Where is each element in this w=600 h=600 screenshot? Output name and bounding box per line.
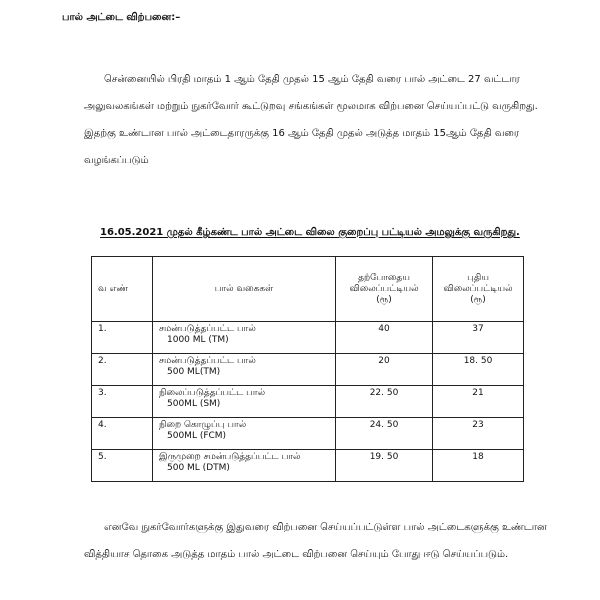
price-table <box>91 256 524 482</box>
row-new-price: 21 <box>433 386 524 418</box>
row-serial: 1. <box>92 322 153 354</box>
closing-paragraph-text: எனவே நுகர்வோர்களுக்கு இதுவரை விற்பனை செய்யப்பட்டுள்ள பால் அட்டைகளுக்கு உண்டான வித்தியாச தொகை அடுத்த மாதம் பால் அட்டை விற்பனை செய்யும் போது ஈடு செய்யப்படும். <box>84 522 547 560</box>
table-row <box>92 386 524 418</box>
row-serial: 4. <box>92 418 153 450</box>
milk-size: 500 ML (DTM) <box>167 463 230 473</box>
milk-size: 500ML (FCM) <box>167 431 227 441</box>
row-new-price: 18 <box>433 450 524 482</box>
closing-paragraph <box>84 514 554 568</box>
milk-size: 500 ML(TM) <box>167 367 221 377</box>
row-milk-type <box>153 354 336 386</box>
header-serial: வ எண் <box>92 257 153 322</box>
row-current-price: 20 <box>336 354 433 386</box>
milk-size: 1000 ML (TM) <box>167 335 229 345</box>
row-milk-type <box>153 322 336 354</box>
row-new-price: 37 <box>433 322 524 354</box>
row-new-price: 18. 50 <box>433 354 524 386</box>
row-serial: 2. <box>92 354 153 386</box>
row-serial: 3. <box>92 386 153 418</box>
milk-size: 500ML (SM) <box>167 399 221 409</box>
milk-name: நிறை கொழுப்பு பால் <box>159 420 247 430</box>
price-change-notice: 16.05.2021 முதல் கீழ்கண்ட பால் அட்டை விலை குறைப்பு பட்டியல் அமலுக்கு வருகிறது. <box>100 227 520 238</box>
row-current-price: 24. 50 <box>336 418 433 450</box>
intro-paragraph <box>84 66 554 174</box>
row-new-price: 23 <box>433 418 524 450</box>
section-heading: பால் அட்டை விற்பனை:– <box>62 12 181 23</box>
header-new-price: புதிய விலைப்பட்டியல் (ரூ) <box>433 257 524 322</box>
row-milk-type <box>153 386 336 418</box>
milk-name: நிலைப்படுத்தப்பட்ட பால் <box>159 388 266 398</box>
row-serial: 5. <box>92 450 153 482</box>
milk-name: சமன்படுத்தப்பட்ட பால் <box>159 356 256 366</box>
table-row <box>92 418 524 450</box>
milk-name: இருமுறை சமன்படுத்தப்பட்ட பால் <box>159 452 301 462</box>
row-current-price: 40 <box>336 322 433 354</box>
intro-paragraph-text: சென்னையில் பிரதி மாதம் 1 ஆம் தேதி முதல் 15 ஆம் தேதி வரை பால் அட்டை 27 வட்டார அலுவலகங்கள் மற்றும் நுகர்வோர் கூட்டுறவு சங்கங்கள் மூலமாக விற்பனை செய்யப்பட்டு வருகிறது. இதற்கு உண்டான பால் அட்டைதாரருக்கு 16 ஆம் தேதி முதல் அடுத்த மாதம் 15ஆம் தேதி வரை வழங்கப்படும் <box>84 74 538 166</box>
header-current-price: தற்போதைய விலைப்பட்டியல் (ரூ) <box>336 257 433 322</box>
row-current-price: 19. 50 <box>336 450 433 482</box>
header-milk-type: பால் வகைகள் <box>153 257 336 322</box>
table-row <box>92 450 524 482</box>
table-row <box>92 354 524 386</box>
table-row <box>92 322 524 354</box>
row-milk-type <box>153 450 336 482</box>
row-milk-type <box>153 418 336 450</box>
row-current-price: 22. 50 <box>336 386 433 418</box>
milk-name: சமன்படுத்தப்பட்ட பால் <box>159 324 256 334</box>
table-header-row <box>92 257 524 322</box>
